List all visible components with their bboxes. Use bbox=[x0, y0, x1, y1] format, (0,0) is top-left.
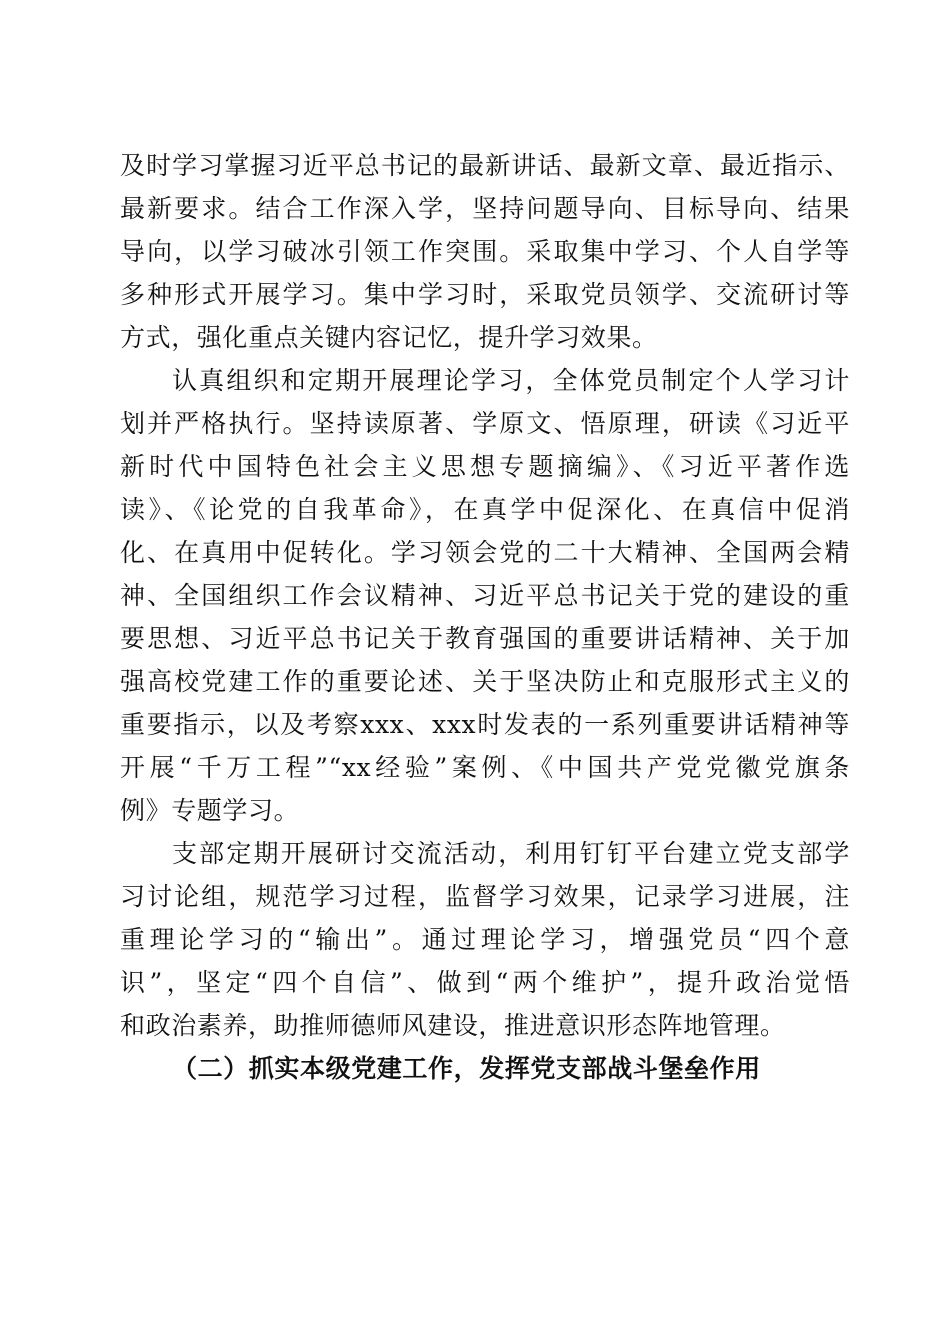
text-line: 多种形式开展学习。集中学习时，采取党员领学、交流研讨等 bbox=[120, 280, 850, 309]
text-line: 最新要求。结合工作深入学，坚持问题导向、目标导向、结果 bbox=[120, 194, 850, 223]
text-line: 和政治素养，助推师德师风建设，推进意识形态阵地管理。 bbox=[120, 1011, 786, 1040]
paragraph-2 bbox=[120, 359, 850, 832]
text-line: 开展“千万工程”“xx经验”案例、《中国共产党党徽党旗条 bbox=[120, 753, 850, 782]
text-line: 习讨论组，规范学习过程，监督学习效果，记录学习进展，注 bbox=[120, 882, 850, 911]
text-line: 化、在真用中促转化。学习领会党的二十大精神、全国两会精 bbox=[120, 538, 850, 567]
document-page bbox=[120, 144, 850, 1090]
text-line: 重理论学习的“输出”。通过理论学习，增强党员“四个意 bbox=[120, 925, 850, 954]
text-line: 支部定期开展研讨交流活动，利用钉钉平台建立党支部学 bbox=[172, 839, 850, 868]
text-line: 导向，以学习破冰引领工作突围。采取集中学习、个人自学等 bbox=[120, 237, 850, 266]
text-line: 新时代中国特色社会主义思想专题摘编》、《习近平著作选 bbox=[120, 452, 850, 481]
text-line: 要思想、习近平总书记关于教育强国的重要讲话精神、关于加 bbox=[120, 624, 850, 653]
text-line: 强高校党建工作的重要论述、关于坚决防止和克服形式主义的 bbox=[120, 667, 850, 696]
text-line: 重要指示，以及考察xxx、xxx时发表的一系列重要讲话精神等 bbox=[120, 710, 850, 739]
text-line: 例》专题学习。 bbox=[120, 796, 300, 825]
text-line: 识”，坚定“四个自信”、做到“两个维护”，提升政治觉悟 bbox=[120, 968, 850, 997]
text-line: 方式，强化重点关键内容记忆，提升学习效果。 bbox=[120, 323, 658, 352]
text-line: 读》、《论党的自我革命》，在真学中促深化、在真信中促消 bbox=[120, 495, 850, 524]
text-line: 认真组织和定期开展理论学习，全体党员制定个人学习计 bbox=[172, 366, 850, 395]
text-line: 划并严格执行。坚持读原著、学原文、悟原理，研读《习近平 bbox=[120, 409, 850, 438]
paragraph-1 bbox=[120, 144, 850, 359]
text-line: 神、全国组织工作会议精神、习近平总书记关于党的建设的重 bbox=[120, 581, 850, 610]
section-heading: （二）抓实本级党建工作，发挥党支部战斗堡垒作用 bbox=[172, 1054, 761, 1083]
text-line: 及时学习掌握习近平总书记的最新讲话、最新文章、最近指示、 bbox=[120, 151, 850, 180]
paragraph-3 bbox=[120, 832, 850, 1047]
